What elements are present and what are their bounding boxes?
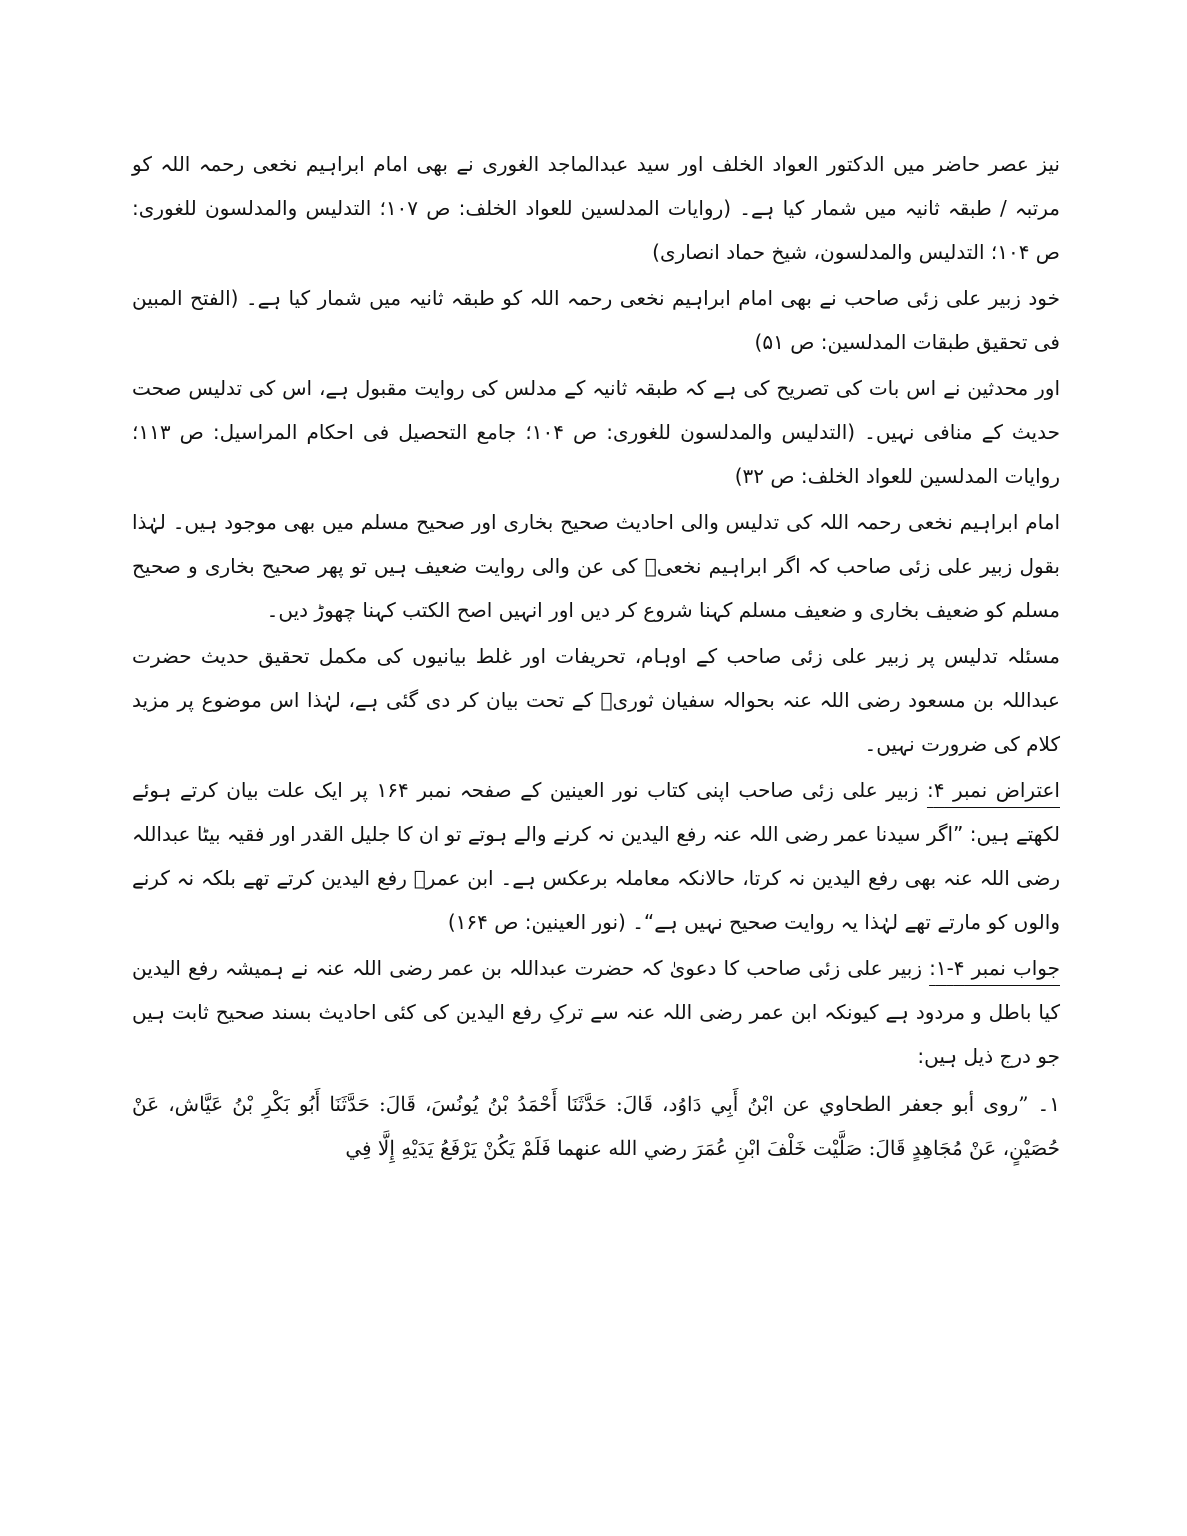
paragraph-muhaddithin-statement: اور محدثین نے اس بات کی تصریح کی ہے کہ طبقہ ثانیہ کے مدلس کی روایت مقبول ہے، اس کی تدلیس صحت حدیث کے منافی نہیں۔ (التدلیس والمدلسون للغوری: ص ۱۰۴؛ جامع التحصیل فی احکام المراسیل: ص ۱۱۳؛ روایات المدلسین للعواد الخلف: ص ۳۲): [132, 376, 1060, 488]
paragraph-tadlees-issue: مسئلہ تدلیس پر زبیر علی زئی صاحب کے اوہام، تحریفات اور غلط بیانیوں کی مکمل تحقیق حدیث حضرت عبداللہ بن مسعود رضی اللہ عنہ بحوالہ سفیان ثوریؒ کے تحت بیان کر دی گئی ہے، لہٰذا اس موضوع پر مزید کلام کی ضرورت نہیں۔: [132, 644, 1060, 756]
answer-text: زبیر علی زئی صاحب کا دعویٰ کہ حضرت عبداللہ بن عمر رضی اللہ عنہ نے ہمیشہ رفع الیدین کیا باطل و مردود ہے کیونکہ ابن عمر رضی اللہ عنہ سے ترکِ رفع الیدین کی کئی احادیث بسند صحیح ثابت ہیں جو درج ذیل ہیں:: [132, 956, 1060, 1068]
paragraph-zubair-ali-zai-classification: خود زبیر علی زئی صاحب نے بھی امام ابراہیم نخعی رحمہ اللہ کو طبقہ ثانیہ میں شمار کیا ہے۔ (الفتح المبین فی تحقیق طبقات المدلسین: ص ۵۱): [132, 286, 1060, 354]
paragraph-tabaqa-thaniya: نیز عصر حاضر میں الدکتور العواد الخلف اور سید عبدالماجد الغوری نے بھی امام ابراہیم نخعی رحمہ اللہ کو مرتبہ / طبقہ ثانیہ میں شمار کیا ہے۔ (روایات المدلسین للعواد الخلف: ص ۱۰۷؛ التدلیس والمدلسون للغوری: ص ۱۰۴؛ التدلیس والمدلسون، شیخ حماد انصاری): [132, 152, 1060, 264]
answer-label: جواب نمبر ۴-۱:: [929, 956, 1060, 980]
objection-text: زبیر علی زئی صاحب اپنی کتاب نور العینین کے صفحہ نمبر ۱۶۴ پر ایک علت بیان کرتے ہوئے لکھتے ہیں: ”اگر سیدنا عمر رضی اللہ عنہ رفع الیدین نہ کرنے والے ہوتے تو ان کا جلیل القدر اور فقیہ بیٹا عبداللہ رضی اللہ عنہ بھی رفع الیدین نہ کرتا، حالانکہ معاملہ برعکس ہے۔ ابن عمرؓ رفع الیدین کرتے تھے بلکہ نہ کرنے والوں کو مارتے تھے لہٰذا یہ روایت صحیح نہیں ہے“۔ (نور العینین: ص ۱۶۴): [132, 778, 1060, 934]
answer-paragraph: [132, 946, 1060, 1078]
objection-paragraph: [132, 768, 1060, 944]
urdu-text-body: [132, 142, 1060, 1172]
hadith-arabic-text: ۱۔ ”روى أبو جعفر الطحاوي عن ابْنُ أَبِي دَاوُد، قَالَ: حَدَّثَنَا أَحْمَدُ بْنُ يُونُسَ، قَالَ: حَدَّثَنَا أَبُو بَكْرِ بْنُ عَيَّاش، عَنْ حُصَيْنٍ، عَنْ مُجَاهِدٍ قَالَ: صَلَّيْت خَلْفَ ابْنِ عُمَرَ رضي الله عنهما فَلَمْ يَكُنْ يَرْفَعُ يَدَيْهِ إِلَّا فِي: [132, 1092, 1060, 1160]
objection-label: اعتراض نمبر ۴:: [926, 778, 1060, 802]
paragraph-bukhari-muslim: امام ابراہیم نخعی رحمہ اللہ کی تدلیس والی احادیث صحیح بخاری اور صحیح مسلم میں بھی موجود ہیں۔ لہٰذا بقول زبیر علی زئی صاحب کہ اگر ابراہیم نخعیؒ کی عن والی روایت ضعیف ہیں تو پھر صحیح بخاری و صحیح مسلم کو ضعیف بخاری و ضعیف مسلم کہنا شروع کر دیں اور انہیں اصح الکتب کہنا چھوڑ دیں۔: [132, 510, 1060, 622]
